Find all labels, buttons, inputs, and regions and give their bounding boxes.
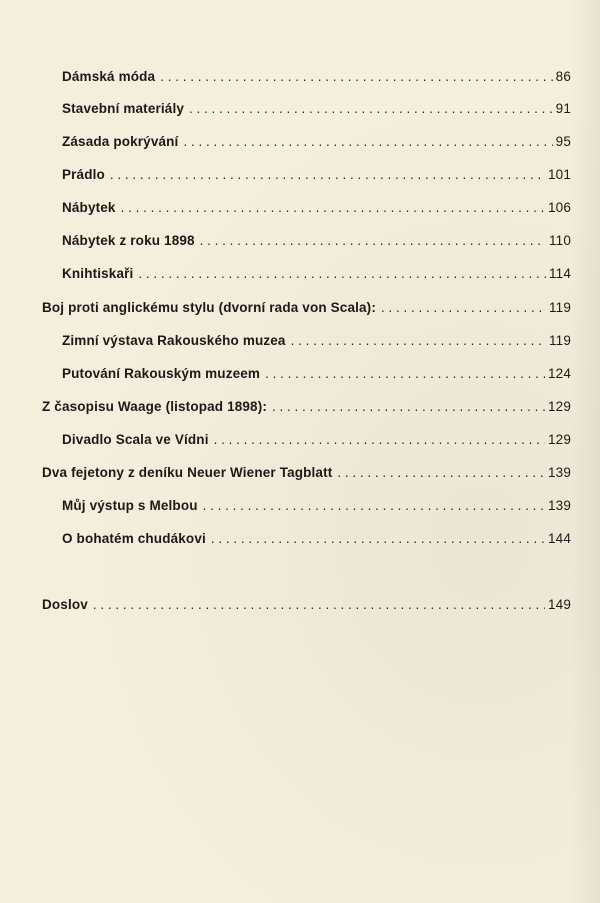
dot-leader xyxy=(189,100,553,118)
dot-leader xyxy=(183,133,552,151)
dot-leader xyxy=(200,232,546,250)
toc-entry-title: Můj výstup s Melbou xyxy=(62,498,198,513)
dot-leader xyxy=(160,68,552,86)
toc-entry-page: 119 xyxy=(549,333,571,348)
toc-entry-page: 110 xyxy=(549,233,571,248)
toc-entry-title: Putování Rakouským muzeem xyxy=(62,366,261,381)
toc-section xyxy=(42,464,571,482)
toc-entry-title: Dámská móda xyxy=(62,69,156,84)
toc-section-title: Z časopisu Waage (listopad 1898): xyxy=(42,399,268,414)
toc-entry-title: Divadlo Scala ve Vídni xyxy=(62,432,209,447)
dot-leader xyxy=(214,431,545,449)
toc-entry-title: Nábytek xyxy=(62,200,116,215)
toc-entry-page: 114 xyxy=(549,266,571,281)
dot-leader xyxy=(265,365,545,383)
toc-entry xyxy=(62,232,571,250)
toc-entry-page: 101 xyxy=(548,167,571,182)
dot-leader xyxy=(291,332,546,350)
toc-entry xyxy=(62,265,571,283)
toc-section-title: Boj proti anglickému stylu (dvorní rada von Scala): xyxy=(42,300,376,315)
toc-entry-page: 86 xyxy=(555,69,571,84)
toc-entry-page: 144 xyxy=(548,531,571,546)
toc-entry-title: O bohatém chudákovi xyxy=(62,531,206,546)
toc-entry-title: Zásada pokrývání xyxy=(62,134,179,149)
toc-section-page: 119 xyxy=(549,300,571,315)
dot-leader xyxy=(203,497,545,515)
dot-leader xyxy=(381,299,546,317)
toc-section-page: 129 xyxy=(548,399,571,414)
toc-section xyxy=(42,596,571,614)
toc-entry xyxy=(62,199,571,217)
toc-section-page: 149 xyxy=(548,597,571,612)
toc-section xyxy=(42,299,571,317)
toc-section-title: Doslov xyxy=(42,597,88,612)
toc-entry-title: Prádlo xyxy=(62,167,105,182)
dot-leader xyxy=(211,530,545,548)
toc-entry-title: Stavební materiály xyxy=(62,101,185,116)
toc-entry xyxy=(62,497,571,515)
toc-entry xyxy=(62,332,571,350)
toc-entry xyxy=(62,166,571,184)
dot-leader xyxy=(93,596,545,614)
dot-leader xyxy=(337,464,545,482)
toc-section xyxy=(42,398,571,416)
toc-entry-title: Knihtiskaři xyxy=(62,266,134,281)
toc-entry-page: 91 xyxy=(555,101,571,116)
toc-entry-title: Nábytek z roku 1898 xyxy=(62,233,195,248)
toc-entry xyxy=(62,530,571,548)
toc-entry-page: 139 xyxy=(548,498,571,513)
dot-leader xyxy=(121,199,545,217)
toc-entry xyxy=(62,133,571,151)
toc-entry-page: 106 xyxy=(548,200,571,215)
toc-entry xyxy=(62,68,571,86)
toc-section-page: 139 xyxy=(548,465,571,480)
toc-entry-page: 129 xyxy=(548,432,571,447)
dot-leader xyxy=(272,398,545,416)
toc-entry xyxy=(62,365,571,383)
toc-section-title: Dva fejetony z deníku Neuer Wiener Tagblatt xyxy=(42,465,333,480)
toc-entry-title: Zimní výstava Rakouského muzea xyxy=(62,333,286,348)
dot-leader xyxy=(138,265,546,283)
dot-leader xyxy=(110,166,545,184)
toc-entry xyxy=(62,431,571,449)
toc-entry xyxy=(62,100,571,118)
toc-entry-page: 95 xyxy=(555,134,571,149)
toc-entry-page: 124 xyxy=(548,366,571,381)
